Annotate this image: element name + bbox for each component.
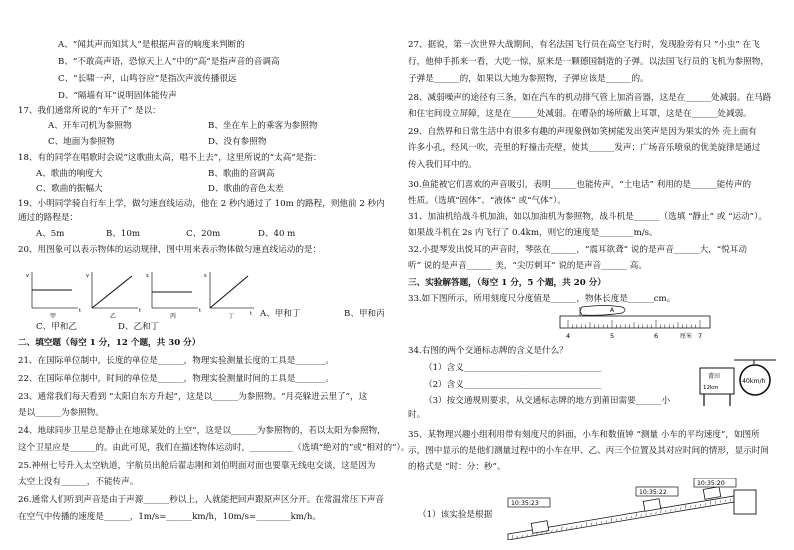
q27-line1: 27、据说，第一次世界大战期间，有名法国飞行员在高空飞行时，发现脸旁有只 “小虫” 在飞: [408, 40, 760, 50]
q17-option-c: C、地面为参照物: [48, 137, 115, 147]
ruler-tick-label-4: 4: [566, 332, 571, 340]
q28-line1: 28、减弱噪声的途径有三条，如在汽车的机动排气管上加消音器，这是在______处减弱。在马路: [408, 93, 772, 103]
q19-stem-line2: 通过的路程是：: [18, 213, 79, 223]
section-fill-in-title: 二、填空题（每空 1 分，12 个题，共 30 分）: [18, 338, 201, 348]
svg-text:t: t: [139, 308, 141, 314]
q32-line1: 32.小提琴发出悦耳的声音时，琴弦在______，“震耳欲聋” 说的是声音______大，“悦耳动: [408, 245, 747, 255]
q20-option-c: C、甲和乙: [36, 322, 77, 332]
q17-option-d: D、没有参照物: [208, 137, 267, 147]
q24-line1: 24、地球同步卫星总是静止在地球某处的上空”，这是以______为参照物的，若以太阳为参照物，: [18, 426, 386, 436]
q27-line3: 子弹是______的，如果以大地为参照物，子弹应该是______的。: [408, 74, 649, 84]
q35-line3: 的格式是 “时：分：秒”。: [408, 462, 506, 472]
speed-limit-sign: [734, 360, 776, 395]
q20-stem: 20、用图象可以表示物体的运动规律，图中用来表示物体做匀速直线运动的是：: [18, 245, 322, 255]
q34-item-2: （2）含义________________________________: [424, 380, 602, 390]
q27-line2: 行，他伸手抓来一看，大吃一惊，原来是一颗德国制造的子弹。以法国飞行员的飞机为参照物，: [408, 57, 769, 67]
q16-option-a: A、“闻其声而知其人”是根据声音的响度来判断的: [58, 40, 245, 50]
clock-jia: [694, 478, 736, 487]
svg-text:t: t: [199, 308, 201, 314]
svg-text:t: t: [79, 308, 81, 314]
q19-option-d: D、40 m: [258, 229, 296, 239]
q30-line1: 30.鱼能被它们喜欢的声音吸引，表明______也能传声，“土电话” 利用的是______能传声的: [408, 180, 752, 190]
q20-option-b: B、甲和丙: [344, 309, 385, 319]
clock-bing: [508, 498, 550, 507]
clock-jia-time: 10:35:20: [697, 480, 725, 487]
graph-jia: [26, 272, 81, 320]
graph-label-bing: 丙: [170, 313, 177, 320]
q24-line2: 这个卫星应是______的。由此可见，我们在描述物体运动时，__________（选填“绝对的”或“相对的”）。: [18, 443, 410, 453]
ruler-figure: [558, 302, 733, 342]
graph-label-ding: 丁: [228, 313, 235, 320]
svg-text:s: s: [204, 273, 207, 279]
distance-sign: [700, 368, 734, 406]
q26-line2: 在空气中传播的速度是______，1m/s=______km/h，10m/s=________km/h。: [18, 512, 321, 522]
sign-speed: 40km/h: [742, 378, 766, 385]
q17-option-a: A、开车司机为参照物: [48, 121, 132, 131]
object-label: A: [610, 307, 615, 314]
clock-yi: [636, 487, 678, 496]
ruler-unit: 厘米: [680, 333, 693, 340]
graph-yi: [86, 272, 141, 320]
svg-text:t: t: [250, 311, 252, 317]
q35-line1: 35、某物理兴趣小组利用带有刻度尺的斜面，小车和数值钟 “测量 小车的平均速度”，如图所: [408, 430, 760, 440]
q19-option-b: B、10m: [106, 229, 140, 239]
q18-stem: 18、有的同学在唱歌时会说“这歌曲太高，唱不上去”，这里所说的“太高”是指：: [18, 153, 322, 163]
q34-item-1: （1）含义________________________________: [424, 363, 602, 373]
q34-item-3: （3）按交通规则要求，从交通标志牌的地方到莆田需要______小: [424, 396, 671, 406]
graph-label-jia: 甲: [50, 313, 57, 320]
section-experiment-title: 三、实验解答题，（每空 1 分，5 个题，共 20 分）: [408, 278, 606, 288]
incline-figure: [504, 478, 776, 540]
q20-graphs: [26, 268, 256, 320]
q18-option-a: A、歌曲的响度大: [36, 169, 103, 179]
svg-text:s: s: [146, 273, 149, 279]
q34-item-3-cont: 时。: [408, 410, 426, 420]
q29-line3: 传入我们耳中的。: [408, 160, 477, 170]
q16-option-c: C、“长啸一声，山鸣谷应”是指次声波传播很远: [58, 74, 237, 84]
q16-option-b: B、“不敢高声语，恐惊天上人”中的“高”是指声音的音调高: [58, 57, 280, 67]
sign-place: 莆田: [708, 373, 721, 380]
ramp-stopper: [734, 490, 756, 514]
q35-sub-1: （1）该实验是根据: [418, 510, 493, 520]
q16-option-d: D、“隔墙有耳”说明固体能传声: [58, 91, 177, 101]
q29-line2: 许多小孔，经风一吹，壳里的籽撞击壳壁，使其______发声；广场音乐喷泉的优美旋律是通过: [408, 143, 761, 153]
q25-line1: 25.神州七号升入太空轨道，宇航员出舱后翟志刚和刘伯明面对面也要靠无线电交谈，这是因为: [18, 461, 376, 471]
q35-line2: 示，图中显示的是他们测量过程中的小车在甲、乙、丙三个位置及其对应时间的情形，显示时间: [408, 446, 769, 456]
ruler-tick-label-7: 7: [698, 332, 703, 340]
q34-stem: 34.右图的两个交通标志牌的含义是什么？: [408, 346, 568, 356]
ruler-body: [560, 316, 710, 328]
graph-ding: [204, 272, 254, 320]
q32-line2: 听” 说的是声音______ 美，“尖厉刺耳” 说的是声音______ 高。: [408, 261, 647, 271]
q33-stem: 33.如下图所示，所用刻度尺分度值是______，物体长度是______cm。: [408, 294, 676, 304]
ruler-tick-label-5: 5: [610, 332, 615, 340]
q17-stem: 17、我们通常所说的“车开了” 是以：: [18, 106, 161, 116]
svg-text:v: v: [86, 273, 89, 279]
q18-option-b: B、歌曲的音调高: [208, 169, 275, 179]
q18-option-d: D、歌曲的音色太差: [208, 184, 284, 194]
q22: 22、在国际单位制中，时间的单位是______，物理实验测量时间的工具是_______。: [18, 374, 335, 384]
q29-line1: 29、自然界和日常生活中有很多有趣的声现象例如笑树能发出笑声是因为果实的外 壳上面有: [408, 127, 757, 137]
q20-option-a: A、甲和丁: [260, 309, 301, 319]
clock-yi-time: 10:35:22: [639, 489, 667, 496]
svg-text:v: v: [26, 273, 29, 279]
q26-line1: 26.通常人们听到声音是由于声源______秒以上，人就能把回声跟原声区分开。在常温常压下声音: [18, 495, 385, 505]
q19-option-c: C、20m: [186, 229, 221, 239]
ruler-tick-label-6: 6: [654, 332, 659, 340]
q18-option-c: C、歌曲的振幅大: [36, 184, 103, 194]
q19-option-a: A、5m: [36, 229, 65, 239]
sign-distance: 12km: [703, 385, 719, 391]
q25-line2: 太空上没有______，不能传声。: [18, 477, 139, 487]
traffic-signs: [698, 358, 778, 406]
cart-jia: [703, 487, 720, 500]
q21: 21、在国际单位制中，长度的单位是______，物理实验测量长度的工具是_______。: [18, 356, 335, 366]
q30-line2: 性质。（选填“固体”、“液体” 或“气体”）。: [408, 196, 566, 206]
left-column: [18, 0, 410, 550]
right-column: [408, 0, 780, 550]
q17-option-b: B、坐在车上的乘客为参照物: [208, 121, 318, 131]
q31-line2: 如果战斗机在 2s 内飞行了 0.4km，则它的速度是________m/s。: [408, 228, 658, 238]
q19-stem-line1: 19、小明同学骑自行车上学，做匀速直线运动，他在 2 秒内通过了 10m 的路程，则他前 2 秒内: [18, 199, 385, 209]
graph-label-yi: 乙: [110, 313, 117, 320]
q23-line2: 是以______为参照物。: [18, 408, 104, 418]
q28-line2: 和住宅间设立屏障，这是在______处减弱。在嘈杂的场所戴上耳罩，这是在______处减弱。: [408, 109, 752, 119]
q23-line1: 23、通常我们每天看到 “太阳自东方升起”，这是以______为参照物。“月亮躲进云里了”，这: [18, 392, 368, 402]
graph-bing: [146, 272, 201, 320]
clock-bing-time: 10:35:23: [511, 500, 539, 507]
q20-option-d: D、乙和丁: [118, 322, 160, 332]
object-a: [580, 306, 625, 317]
q31-line1: 31、加油机给战斗机加油，如以加油机为参照物，战斗机是______（选填 “静止” 或 “运动”）。: [408, 212, 767, 222]
